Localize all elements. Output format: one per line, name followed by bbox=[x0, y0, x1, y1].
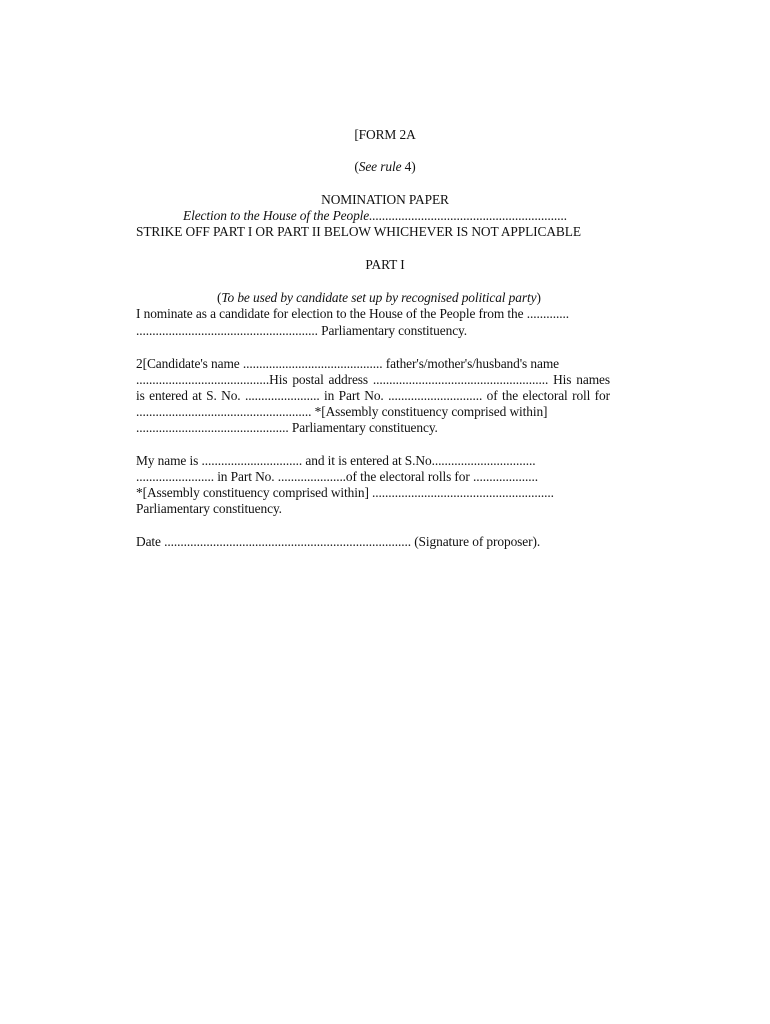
part-usage-note bbox=[217, 290, 541, 306]
document-title: NOMINATION PAPER bbox=[321, 192, 449, 207]
candidate-line-2: .........................................His postal address ...................................................... His names bbox=[136, 372, 610, 387]
candidate-line-1: 2[Candidate's name ........................................... father's/mother's/husband's name bbox=[136, 356, 559, 371]
form-title: [FORM 2A bbox=[354, 127, 416, 142]
candidate-line-3: is entered at S. No. ....................... in Part No. ............................. of the electoral roll for bbox=[136, 388, 610, 403]
proposer-line-4: Parliamentary constituency. bbox=[136, 501, 282, 516]
usage-open: ( bbox=[217, 290, 222, 305]
candidate-line-5: ............................................... Parliamentary constituency. bbox=[136, 420, 438, 435]
nominate-line-2: ........................................................ Parliamentary constituency. bbox=[136, 323, 468, 338]
see-rule-italic: See rule bbox=[358, 159, 402, 174]
date-signature-line: Date ............................................................................ (Signature of proposer). bbox=[136, 534, 541, 549]
nominate-line-1: I nominate as a candidate for election to the House of the People from the ............. bbox=[136, 306, 569, 321]
proposer-line-3: *[Assembly constituency comprised within] ........................................................ bbox=[136, 485, 554, 500]
part-heading: PART I bbox=[365, 257, 405, 272]
strike-off-instruction: STRIKE OFF PART I OR PART II BELOW WHICHEVER IS NOT APPLICABLE bbox=[136, 224, 581, 239]
usage-close: ) bbox=[536, 290, 541, 305]
candidate-line-4: ...................................................... *[Assembly constituency comprised within] bbox=[136, 404, 548, 419]
see-rule-reference bbox=[0, 159, 770, 175]
proposer-line-2: ........................ in Part No. .....................of the electoral rolls for .................... bbox=[136, 469, 538, 484]
election-line: Election to the House of the People............................................................. bbox=[183, 208, 568, 223]
see-rule-number: 4) bbox=[401, 159, 416, 174]
usage-italic: To be used by candidate set up by recognised political party bbox=[221, 290, 537, 305]
see-rule-open: ( bbox=[354, 159, 359, 174]
proposer-line-1: My name is ............................... and it is entered at S.No................................ bbox=[136, 453, 536, 468]
